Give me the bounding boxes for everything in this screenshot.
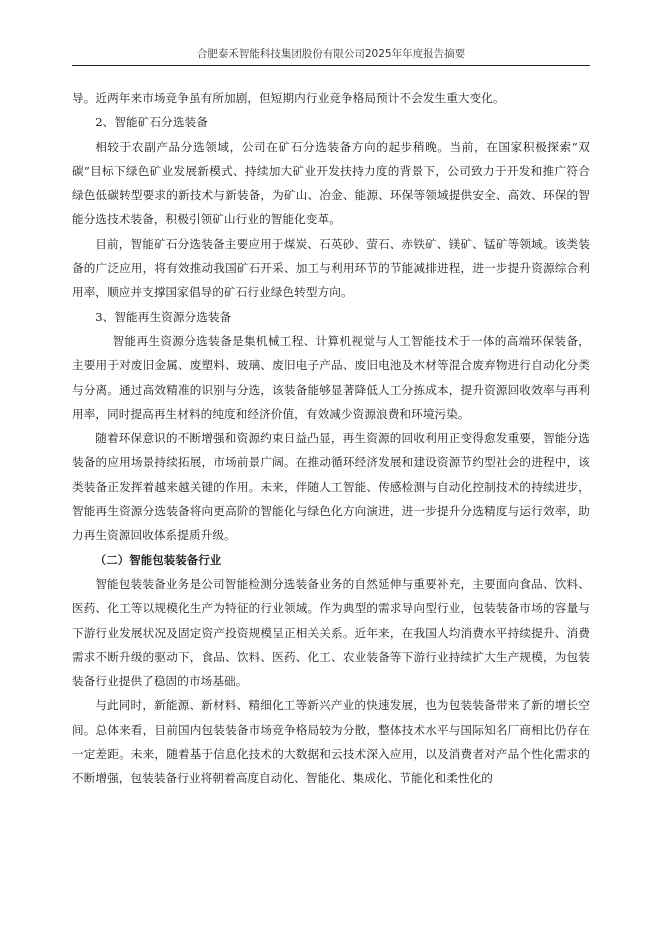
paragraph-ore-2: 目前，智能矿石分选装备主要应用于煤炭、石英砂、萤石、赤铁矿、镁矿、锰矿等领域。该类装备的广泛应用，将有效推动我国矿石开采、加工与利用环节的节能减排进程，进一步提升资源综合利用率，顺应并支撑国家倡导的矿石行业绿色转型方向。	[72, 236, 590, 300]
paragraph-ore-1: 相较于农副产品分选领域，公司在矿石分选装备方向的起步稍晚。当前，在国家积极探索“双碳”目标下绿色矿业发展新模式、持续加大矿业开发扶持力度的背景下，公司致力于开发和推广符合绿色低碳转型要求的新技术与新装备，为矿山、冶金、能源、环保等领域提供安全、高效、环保的智能分选技术装备，积极引领矿山行业的智能化变革。	[72, 139, 590, 227]
paragraph-recycling-1: 智能再生资源分选装备是集机械工程、计算机视觉与人工智能技术于一体的高端环保装备，主要用于对废旧金属、废塑料、玻璃、废旧电子产品、废旧电池及木材等混合废弃物进行自动化分类与分离。通过高效精准的识别与分选，该装备能够显著降低人工分拣成本，提升资源回收效率与再利用率，同时提高再生材料的纯度和经济价值，有效减少资源浪费和环境污染。	[72, 333, 590, 421]
paragraph-recycling-2: 随着环保意识的不断增强和资源约束日益凸显，再生资源的回收利用正变得愈发重要，智能分选装备的应用场景持续拓展，市场前景广阔。在推动循环经济发展和建设资源节约型社会的进程中，该类装备正发挥着越来越关键的作用。未来，伴随人工智能、传感检测与自动化控制技术的持续进步，智能再生资源分选装备将向更高阶的智能化与绿色化方向演进，进一步提升分选精度与运行效率，助力再生资源回收体系提质升级。	[72, 431, 590, 543]
subheading-ore-sorting: 2、智能矿石分选装备	[95, 115, 208, 130]
paragraph-continuation: 导。近两年来市场竞争虽有所加剧，但短期内行业竞争格局预计不会发生重大变化。	[72, 91, 505, 105]
subheading-recycling: 3、智能再生资源分选装备	[95, 309, 232, 324]
paragraph-packaging-2: 与此同时，新能源、新材料、精细化工等新兴产业的快速发展，也为包装装备带来了新的增长空间。总体来看，目前国内包装装备市场竞争格局较为分散，整体技术水平与国际知名厂商相比仍存在一定差距。未来，随着基于信息化技术的大数据和云技术深入应用，以及消费者对产品个性化需求的不断增强，包装装备行业将朝着高度自动化、智能化、集成化、节能化和柔性化的	[72, 698, 590, 786]
page-header: 合肥泰禾智能科技集团股份有限公司2025年年度报告摘要	[72, 46, 590, 66]
section-heading-packaging: （二）智能包装装备行业	[94, 552, 222, 567]
paragraph-packaging-1: 智能包装装备业务是公司智能检测分选装备业务的自然延伸与重要补充，主要面向食品、饮料、医药、化工等以规模化生产为特征的行业领域。作为典型的需求导向型行业，包装装备市场的容量与下游行业发展状况及固定资产投资规模呈正相关关系。近年来，在我国人均消费水平持续提升、消费需求不断升级的驱动下，食品、饮料、医药、化工、农业装备等下游行业持续扩大生产规模，为包装装备行业提供了稳固的市场基础。	[72, 576, 590, 689]
report-body	[72, 86, 590, 791]
